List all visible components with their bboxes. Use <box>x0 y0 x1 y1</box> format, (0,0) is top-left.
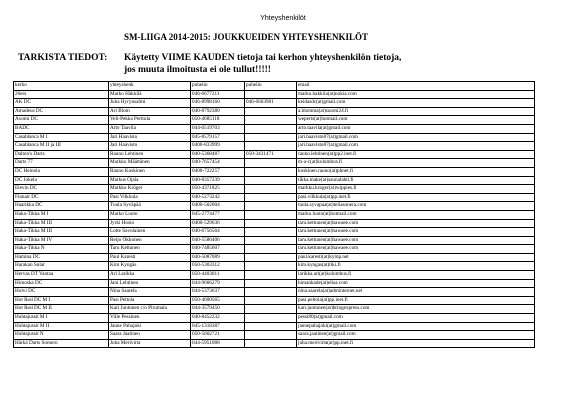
phone-cell: 045-2774477 <box>191 210 245 219</box>
club-cell: 26ers <box>14 90 109 99</box>
contact-cell: Ville Pessinen <box>109 314 191 323</box>
email-cell: kari.juntunen(at)bringexpress.com <box>297 305 535 314</box>
email-cell: a.blomma(at)suomi24.fi <box>297 107 535 116</box>
table-row <box>14 245 535 254</box>
contact-cell: Jani Lehtinen <box>109 279 191 288</box>
phone-2-cell <box>245 193 297 202</box>
contact-cell: Kari Juntunen c/o Pirumala <box>109 305 191 314</box>
table-row <box>14 202 535 211</box>
table-row <box>14 159 535 168</box>
table-row <box>14 296 535 305</box>
phone-cell: 040-8792380 <box>191 107 245 116</box>
phone-2-cell <box>245 142 297 151</box>
document-title: SM-LIIGA 2014-2015: JOUKKUEIDEN YHTEYSHENKILÖT <box>124 32 368 42</box>
contact-cell: Jari Haavisto <box>109 142 191 151</box>
table-header-row <box>14 82 535 91</box>
phone-2-cell <box>245 253 297 262</box>
contact-cell: Markku Kröger <box>109 185 191 194</box>
club-cell: Huhtajussit M II <box>14 322 109 331</box>
phone-2-cell <box>245 339 297 348</box>
email-cell: taru.kettunen(at)hawaee.com <box>297 219 535 228</box>
phone-2-cell <box>245 322 297 331</box>
phone-2-cell <box>245 245 297 254</box>
table-row <box>14 288 535 297</box>
phone-cell: 040-8452232 <box>191 314 245 323</box>
email-cell: marko.luoto(at)hotmail.com <box>297 210 535 219</box>
phone-cell: 050-5303312 <box>191 262 245 271</box>
club-cell: DC Heinola <box>14 167 109 176</box>
column-header-club: kerho <box>14 82 109 91</box>
phone-2-cell <box>245 262 297 271</box>
club-cell: Casablanca M I <box>14 133 109 142</box>
phone-2-cell <box>245 124 297 133</box>
club-cell: BADC <box>14 124 109 133</box>
club-cell: Hot Rod DC M I <box>14 296 109 305</box>
table-row <box>14 193 535 202</box>
table-row <box>14 219 535 228</box>
phone-2-cell <box>245 219 297 228</box>
contact-cell: Rauno Koskinen <box>109 167 191 176</box>
email-cell: jari.haavisto87(at)gmail.com <box>297 142 535 151</box>
email-cell: rauno.lehtinen(at)pp2.inet.fi <box>297 150 535 159</box>
table-row <box>14 228 535 237</box>
phone-2-cell: 050-3431471 <box>245 150 297 159</box>
table-row <box>14 305 535 314</box>
phone-cell: 040-7657454 <box>191 159 245 168</box>
phone-2-cell <box>245 176 297 185</box>
club-cell: Dalton's Darts <box>14 150 109 159</box>
contact-cell: Markus Ojala <box>109 176 191 185</box>
table-row <box>14 279 535 288</box>
club-cell: AK DC <box>14 99 109 108</box>
phone-2-cell: 046-6663981 <box>245 99 297 108</box>
phone-cell: 0400-502004 <box>191 202 245 211</box>
contact-cell: Jari Haavisto <box>109 133 191 142</box>
club-cell: Haka-Tikka M IV <box>14 236 109 245</box>
email-cell: arto.taavila(at)gmail.com <box>297 124 535 133</box>
table-row <box>14 167 535 176</box>
table-row <box>14 185 535 194</box>
phone-2-cell <box>245 167 297 176</box>
contact-cell: Reijo Okkonen <box>109 236 191 245</box>
phone-cell: 045-8579157 <box>191 133 245 142</box>
contact-cell: Nina Saarela <box>109 288 191 297</box>
phone-cell: 0400-722257 <box>191 167 245 176</box>
check-info-label: TARKISTA TIEDOT: <box>18 53 108 63</box>
club-cell: Himoska DC <box>14 279 109 288</box>
phone-cell: 040-5368487 <box>191 150 245 159</box>
phone-2-cell <box>245 279 297 288</box>
club-cell: Haka-Tikka M III <box>14 228 109 237</box>
phone-2-cell <box>245 159 297 168</box>
contact-cell: Arto Taavila <box>109 124 191 133</box>
table-row <box>14 253 535 262</box>
contact-cell: Lotte Savolainen <box>109 228 191 237</box>
email-cell: tikka.make(at)saunalahti.fi <box>297 176 535 185</box>
email-cell: kim.kyngas(at)tiki.fi <box>297 262 535 271</box>
contact-cell: Ari Larikka <box>109 271 191 280</box>
table-row <box>14 90 535 99</box>
phone-2-cell <box>245 133 297 142</box>
email-cell: tuula.syvapaa(at)teliasonera.com <box>297 202 535 211</box>
phone-2-cell <box>245 202 297 211</box>
table-row <box>14 331 535 340</box>
phone-2-cell <box>245 210 297 219</box>
contact-cell: Saara Jaatinen <box>109 331 191 340</box>
club-cell: Hamina DC <box>14 253 109 262</box>
table-row <box>14 339 535 348</box>
table-row <box>14 150 535 159</box>
club-cell: Hot Rod DC M II <box>14 305 109 314</box>
phone-cell: 040-5087089 <box>191 253 245 262</box>
email-cell: juha.merivirta(at)pp.inet.fi <box>297 339 535 348</box>
phone-cell: 0400-833999 <box>191 142 245 151</box>
phone-2-cell <box>245 305 297 314</box>
club-cell: Holvi DC <box>14 288 109 297</box>
club-cell: Haka-Tikka M III <box>14 219 109 228</box>
contact-cell: Ari Blom <box>109 107 191 116</box>
phone-cell: 050-4600565 <box>191 296 245 305</box>
club-cell: Casablanca M II ja III <box>14 142 109 151</box>
phone-cell: 040-7485607 <box>191 245 245 254</box>
contact-cell: Pasi Vilkkula <box>109 193 191 202</box>
phone-2-cell <box>245 228 297 237</box>
club-cell: Haka-Tikka M I <box>14 210 109 219</box>
table-row <box>14 314 535 323</box>
email-cell: weperts(at)hotmail.com <box>297 116 535 125</box>
phone-cell: 050-4371825 <box>191 185 245 194</box>
contact-cell: Marko Luoto <box>109 210 191 219</box>
table-row <box>14 124 535 133</box>
contact-cell: Rauno Lehtinen <box>109 150 191 159</box>
contact-cell: Janne Pahajoki <box>109 322 191 331</box>
contact-cell: Veli-Pekka Perttula <box>109 116 191 125</box>
email-cell: taru.kettunen(at)hawaee.com <box>297 236 535 245</box>
contact-cell: Paul Karesti <box>109 253 191 262</box>
contact-cell: Jyrki Hosio <box>109 219 191 228</box>
email-cell: marko.hakkila(at)nokia.com <box>297 90 535 99</box>
phone-cell: 045-1318387 <box>191 322 245 331</box>
email-cell: koskinen.rauno(at)phnet.fi <box>297 167 535 176</box>
phone-cell: 050-4685118 <box>191 116 245 125</box>
club-cell: Amadeus DC <box>14 107 109 116</box>
email-cell: markku.kroger(at)wippies.fi <box>297 185 535 194</box>
contact-cell: Juha Hyrynsalmi <box>109 99 191 108</box>
column-header-phone: puhelin <box>191 82 245 91</box>
phone-cell: 050-5602721 <box>191 331 245 340</box>
table-row <box>14 271 535 280</box>
phone-2-cell <box>245 107 297 116</box>
club-cell: Elevin DC <box>14 185 109 194</box>
table-body <box>14 90 535 348</box>
phone-cell: 040-5586406 <box>191 236 245 245</box>
table-row <box>14 116 535 125</box>
contact-cell: Kim Kyngäs <box>109 262 191 271</box>
phone-2-cell <box>245 185 297 194</box>
phone-cell: 044-5951088 <box>191 339 245 348</box>
contact-cell: Tuula Syväpää <box>109 202 191 211</box>
phone-cell: 046-8998160 <box>191 99 245 108</box>
phone-cell: 044-3579450 <box>191 305 245 314</box>
club-cell: Hervas DT Vantaa <box>14 271 109 280</box>
phone-cell: 040-5273242 <box>191 193 245 202</box>
club-cell: Harakan Sulat <box>14 262 109 271</box>
club-cell: Haka-Tikka N <box>14 245 109 254</box>
email-cell: m-a-c(at)kolumbus.fi <box>297 159 535 168</box>
table-row <box>14 142 535 151</box>
email-cell: himankade(at)elisa.com <box>297 279 535 288</box>
page-header: Yhteyshenkilöt <box>260 15 306 22</box>
phone-cell: 044-5373637 <box>191 288 245 297</box>
email-cell: pasi.peltola(at)pp.inet.fi <box>297 296 535 305</box>
club-cell: Darts 77 <box>14 159 109 168</box>
phone-2-cell <box>245 271 297 280</box>
table-row <box>14 236 535 245</box>
club-cell: DC Jokela <box>14 176 109 185</box>
club-cell: Finnair DC <box>14 193 109 202</box>
table-row <box>14 262 535 271</box>
email-cell: pessi80(at)gmail.com <box>297 314 535 323</box>
table-row <box>14 176 535 185</box>
table-row <box>14 322 535 331</box>
phone-cell: 040-6756564 <box>191 228 245 237</box>
email-cell: larikka.ari(at)kolumbus.fi <box>297 271 535 280</box>
email-cell: nina.saarela(at)adminternet.net <box>297 288 535 297</box>
club-cell: Huhtajussit N <box>14 331 109 340</box>
phone-cell: 044-9666279 <box>191 279 245 288</box>
table-row <box>14 210 535 219</box>
phone-cell: 044-0519703 <box>191 124 245 133</box>
email-cell: taru.kettunen(at)hawaee.com <box>297 228 535 237</box>
phone-cell: 040-8357239 <box>191 176 245 185</box>
club-cell: Axomi DC <box>14 116 109 125</box>
notice-line-1: Käytetty VIIME KAUDEN tietoja tai kerhon yhteyshenkilön tietoja, <box>124 53 402 63</box>
email-cell: paul.karesti(at)kymp.net <box>297 253 535 262</box>
contacts-table <box>13 81 535 348</box>
column-header-email: email <box>297 82 535 91</box>
phone-2-cell <box>245 236 297 245</box>
contact-cell: Taru Kettunen <box>109 245 191 254</box>
contact-cell: Pasi Peltola <box>109 296 191 305</box>
phone-2-cell <box>245 288 297 297</box>
phone-cell: 0400-529636 <box>191 219 245 228</box>
table-row <box>14 133 535 142</box>
contact-cell: Juha Merivirta <box>109 339 191 348</box>
contact-cell: Markku Määttänen <box>109 159 191 168</box>
email-cell: keidasdc(at)gmail.com <box>297 99 535 108</box>
email-cell: saara.jaatinen(at)gmail.com <box>297 331 535 340</box>
phone-2-cell <box>245 314 297 323</box>
column-header-phone-2: puhelin <box>245 82 297 91</box>
table-row <box>14 107 535 116</box>
phone-cell: 050-4403011 <box>191 271 245 280</box>
email-cell: jannepahajoki(at)gmail.com <box>297 322 535 331</box>
email-cell: pasi.vilkkula(at)pp.inet.fi <box>297 193 535 202</box>
email-cell: jari.haavisto87(at)gmail.com <box>297 133 535 142</box>
phone-2-cell <box>245 296 297 305</box>
phone-2-cell <box>245 116 297 125</box>
table-row <box>14 99 535 108</box>
column-header-contact: yhteyshenk <box>109 82 191 91</box>
phone-2-cell <box>245 331 297 340</box>
club-cell: Haarikka DC <box>14 202 109 211</box>
contact-cell: Marko Häkkilä <box>109 90 191 99</box>
notice-line-2: jos muuta ilmoitusta ei ole tullut!!!!! <box>124 65 271 75</box>
club-cell: Huhtajussit M I <box>14 314 109 323</box>
phone-2-cell <box>245 90 297 99</box>
club-cell: Härkä Darts Somero <box>14 339 109 348</box>
phone-cell: 046-6677211 <box>191 90 245 99</box>
email-cell: taru.kettunen(at)hawaee.com <box>297 245 535 254</box>
